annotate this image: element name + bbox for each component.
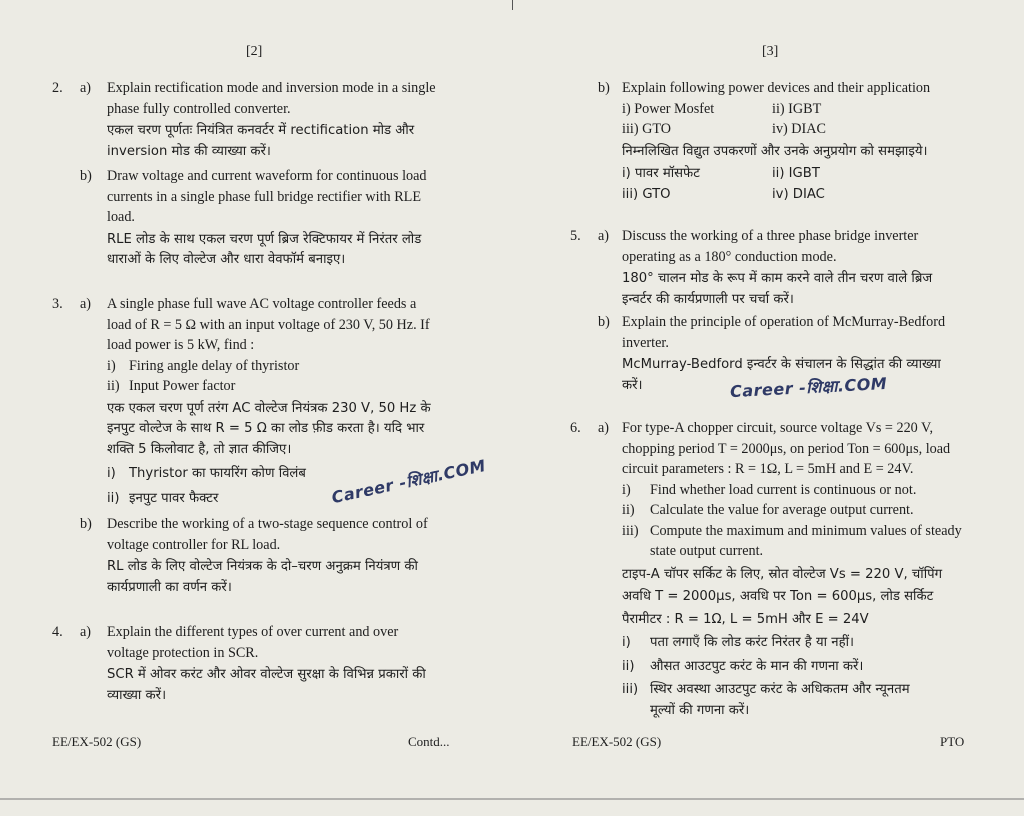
- sub-item: iii) Compute the maximum and minimum values of steady: [622, 522, 962, 539]
- text-line: McMurray-Bedford इन्वर्टर के संचालन के सिद्धांत की व्याख्या: [622, 357, 941, 372]
- device-list-hindi: [622, 164, 930, 205]
- sub-item: ii) औसत आउटपुट करंट के मान की गणना करें।: [622, 658, 864, 674]
- text-line: इन्वर्टर की कार्यप्रणाली पर चर्चा करें।: [622, 291, 794, 307]
- question-6a-text: [622, 418, 962, 721]
- right-page: [512, 0, 1024, 816]
- text-line: load.: [107, 209, 135, 225]
- sub-item: i) Firing angle delay of thyristor: [107, 357, 300, 374]
- question-number: 6.: [570, 420, 581, 436]
- text-line: voltage controller for RL load.: [107, 536, 281, 553]
- device-item: ii) IGBT: [772, 166, 820, 181]
- text-line: शक्ति 5 किलोवाट है, तो ज्ञात कीजिए।: [107, 441, 292, 457]
- text-line: inversion मोड की व्याख्या करें।: [107, 143, 271, 159]
- sub-item: state output current.: [650, 543, 764, 559]
- footer-pto: PTO: [940, 734, 965, 749]
- text-line: एक एकल चरण पूर्ण तरंग AC वोल्टेज नियंत्रक 230 V, 50 Hz के: [107, 400, 431, 416]
- text-line: For type-A chopper circuit, source voltage Vs = 220 V,: [622, 420, 934, 436]
- text-line: phase fully controlled converter.: [107, 100, 291, 117]
- device-list: [622, 99, 930, 140]
- sub-item: i) पता लगाएँ कि लोड करंट निरंतर है या नहीं।: [622, 635, 854, 650]
- page-number: [3]: [762, 44, 779, 59]
- question-number: 3.: [52, 296, 63, 312]
- question-3b-text: [107, 514, 428, 598]
- text-line: करें।: [622, 377, 643, 393]
- text-line: chopping period T = 2000μs, on period Ton = 600μs, load: [622, 440, 951, 457]
- text-line: अवधि T = 2000μs, अवधि पर Ton = 600μs, लोड सर्किट: [622, 589, 934, 604]
- text-line: RL लोड के लिए वोल्टेज नियंत्रक के दो–चरण अनुक्रम नियंत्रण की: [107, 559, 418, 574]
- part-label: a): [80, 296, 92, 312]
- text-line: एकल चरण पूर्णतः नियंत्रित कनवर्टर में rectification मोड और: [107, 123, 415, 138]
- device-item: iv) DIAC: [772, 186, 825, 202]
- text-line: circuit parameters : R = 1Ω, L = 5mH and E = 24V.: [622, 461, 914, 477]
- part-label: b): [80, 168, 92, 184]
- part-label: a): [598, 420, 610, 436]
- text-line: कार्यप्रणाली का वर्णन करें।: [107, 579, 232, 595]
- footer-code: EE/EX-502 (GS): [572, 734, 662, 749]
- text-line: A single phase full wave AC voltage controller feeds a: [107, 296, 417, 312]
- sub-item: iii) स्थिर अवस्था आउटपुट करंट के अधिकतम और न्यूनतम: [622, 682, 910, 697]
- watermark: Career -शिक्षा.COM: [729, 373, 888, 402]
- sub-item: ii) Calculate the value for average output current.: [622, 502, 914, 518]
- device-item: i) पावर मॉसफेट: [622, 166, 700, 181]
- part-label: b): [598, 314, 610, 330]
- text-line: voltage protection in SCR.: [107, 644, 259, 661]
- question-2b-text: [107, 166, 427, 271]
- watermark: Career -शिक्षा.COM: [329, 455, 488, 508]
- text-line: SCR में ओवर करंट और ओवर वोल्टेज सुरक्षा के विभिन्न प्रकारों की: [107, 667, 426, 682]
- question-5a-text: [622, 226, 932, 310]
- question-number: 2.: [52, 80, 63, 96]
- text-line: Explain rectification mode and inversion mode in a single: [107, 80, 436, 96]
- text-line: 180° चालन मोड के रूप में काम करने वाले तीन चरण वाले ब्रिज: [622, 271, 933, 286]
- text-line: धाराओं के लिए वोल्टेज और धारा वेवफॉर्म बनाइए।: [107, 252, 346, 267]
- text-line: Explain the principle of operation of McMurray-Bedford: [622, 314, 946, 330]
- question-2a-text: [107, 78, 436, 162]
- part-label: b): [598, 80, 610, 96]
- footer-contd: Contd...: [408, 734, 450, 749]
- text-line: RLE लोड के साथ एकल चरण पूर्ण ब्रिज रेक्टिफायर में निरंतर लोड: [107, 231, 422, 247]
- footer-code: EE/EX-502 (GS): [52, 734, 142, 749]
- text-line: Explain the different types of over current and over: [107, 624, 399, 640]
- question-4a-text: [107, 622, 426, 706]
- device-item: iii) GTO: [622, 121, 671, 137]
- bottom-fold-line: [0, 798, 1024, 800]
- part-label: b): [80, 516, 92, 532]
- text-line: operating as a 180° conduction mode.: [622, 248, 837, 265]
- text-line: Draw voltage and current waveform for continuous load: [107, 168, 427, 184]
- text-line: व्याख्या करें।: [107, 687, 167, 703]
- text-line: Discuss the working of a three phase bridge inverter: [622, 228, 919, 244]
- text-line: Describe the working of a two-stage sequence control of: [107, 516, 428, 532]
- device-item: iii) GTO: [622, 186, 671, 202]
- sub-item: i) Find whether load current is continuous or not.: [622, 481, 917, 498]
- device-item: iv) DIAC: [772, 121, 826, 137]
- device-item: ii) IGBT: [772, 100, 822, 117]
- question-number: 4.: [52, 624, 63, 640]
- question-number: 5.: [570, 228, 581, 244]
- text-line: inverter.: [622, 334, 669, 351]
- device-item: i) Power Mosfet: [622, 100, 715, 117]
- question-4b-text: [622, 78, 930, 205]
- text-line: निम्नलिखित विद्युत उपकरणों और उनके अनुप्रयोग को समझाइये।: [622, 143, 928, 159]
- text-line: पैरामीटर : R = 1Ω, L = 5mH और E = 24V: [622, 611, 869, 627]
- part-label: a): [80, 624, 92, 640]
- text-line: इनपुट वोल्टेज के साथ R = 5 Ω का लोड फ़ीड करता है। यदि भार: [107, 421, 425, 436]
- sub-item: मूल्यों की गणना करें।: [650, 702, 750, 718]
- text-line: टाइप-A चॉपर सर्किट के लिए, स्रोत वोल्टेज Vs = 220 V, चॉपिंग: [622, 566, 943, 582]
- sub-item: ii) इनपुट पावर फैक्टर: [107, 490, 219, 506]
- sub-item: i) Thyristor का फायरिंग कोण विलंब: [107, 466, 306, 481]
- page-number: [2]: [246, 44, 263, 59]
- part-label: a): [598, 228, 610, 244]
- sub-item: ii) Input Power factor: [107, 378, 236, 394]
- text-line: load power is 5 kW, find :: [107, 337, 255, 353]
- text-line: Explain following power devices and their application: [622, 80, 931, 96]
- part-label: a): [80, 80, 92, 96]
- text-line: load of R = 5 Ω with an input voltage of 230 V, 50 Hz. If: [107, 316, 430, 333]
- text-line: currents in a single phase full bridge rectifier with RLE: [107, 188, 421, 205]
